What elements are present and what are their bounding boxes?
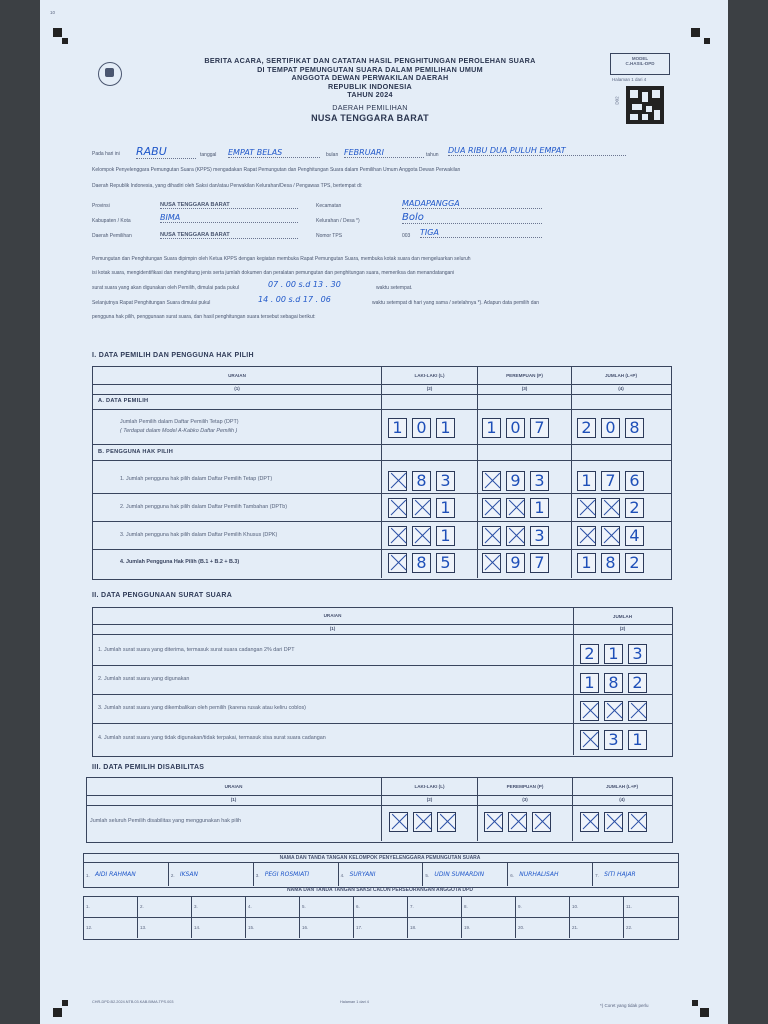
digit-box [388,526,407,546]
digit-box [580,812,599,832]
kpps-member-name: SURYANI [349,871,376,878]
saksi-signature-table [83,896,679,940]
region-label: DAERAH PEMILIHAN [332,102,408,112]
kpps-number: 2. [170,873,175,878]
column-number: (3) [522,797,528,802]
table-divider [83,862,679,863]
subsection-b-title: B. PENGGUNA HAK PILIH [98,449,174,455]
kpps-number: 1. [86,873,90,878]
table-divider [515,896,516,938]
digit-box: 1 [530,498,549,518]
b1-row-label: 1. Jumlah pengguna hak pilih dalam Daftar Pemilih Tetap (DPT) [120,476,273,482]
table-divider [592,862,593,886]
table-divider [92,665,673,666]
saksi-number: 22. [626,925,633,930]
day-value: RABU [136,145,196,159]
digit-box: 1 [436,498,455,518]
digit-box [437,812,456,832]
digit-box: 1 [436,418,455,438]
subsection-a-title: A. DATA PEMILIH [98,398,149,404]
table-divider [83,917,679,918]
saksi-number: 21. [572,925,579,930]
digit-box [389,812,408,832]
paragraph-text: Selanjutnya Rapat Penghitungan Suara dimulai pukul [92,300,211,306]
digit-box: 3 [628,644,647,664]
digit-box [628,812,647,832]
tanggal-label: tanggal [200,152,217,158]
registration-mark [692,1000,698,1006]
kpps-member-name: PEGI ROSMIATI [264,871,310,878]
model-code: C.HASIL-DPD [625,61,655,66]
section-3-title: III. DATA PEMILIH DISABILITAS [92,764,205,771]
kpps-number: 3. [255,873,260,878]
column-header: LAKI-LAKI (L) [414,373,445,378]
table-divider [253,862,254,886]
header-line: ANGGOTA DEWAN PERWAKILAN DAERAH [291,73,449,83]
table-divider [92,624,673,625]
saksi-number: 19. [464,925,471,930]
column-header: URAIAN [224,784,243,789]
digit-box: 7 [530,418,549,438]
table-divider [461,896,462,938]
column-number: (2) [426,386,433,391]
dpt-row-sublabel: ( Terdapat dalam Model A-Kabko Daftar Pemilih ) [120,428,238,434]
kpps-member-name: AIDI RAHMAN [95,871,136,878]
registration-mark [704,38,710,44]
column-header: JUMLAH [612,614,633,619]
registration-mark [62,1000,68,1006]
saksi-number: 1. [86,904,90,909]
kelurahan-value: Bolo [402,212,542,224]
saksi-number: 3. [194,904,198,909]
table-divider [92,521,672,522]
table-divider [571,366,572,578]
s2-row-2-label: 2. Jumlah surat suara yang digunakan [98,676,190,682]
form-sheet [40,0,728,1024]
kpps-number: 6. [510,873,515,878]
table-divider [191,896,192,938]
digit-box: 1 [604,644,623,664]
saksi-number: 4. [248,904,252,909]
table-divider [137,896,138,938]
dapil-value: NUSA TENGGARA BARAT [160,232,298,239]
paragraph-text: waktu setempat di hari yang sama / setelahnya *). Adapun data pemilih dan [372,300,540,306]
column-number: (1) [230,797,237,802]
column-number: (2) [619,626,626,631]
digit-box: 2 [625,498,644,518]
paragraph-text: isi kotak suara, mengidentifikasi dan menghitung jenis serta jumlah dokumen dan peralatan pemungutan dan penghitungan suara, memeriksa dan menandatangani [92,270,455,276]
registration-mark [62,38,68,44]
digit-box [577,526,596,546]
kpu-logo-icon [98,62,122,86]
registration-mark [53,1008,62,1017]
table-divider [569,896,570,938]
document-header [150,57,590,124]
digit-box: 2 [580,644,599,664]
page-label: Halaman 1 dari 4 [612,77,647,82]
table-divider [86,805,673,806]
page-corner-number: 10 [50,10,56,15]
digit-box: 1 [482,418,501,438]
digit-box: 8 [412,471,431,491]
saksi-number: 12. [86,925,93,930]
digit-box [508,812,527,832]
header-line: TAHUN 2024 [347,90,393,100]
voting-time-value: 07 . 00 s.d 13 . 30 [268,280,341,289]
section-1-title: I. DATA PEMILIH DAN PENGGUNA HAK PILIH [92,352,254,359]
kpps-member-name: IKSAN [179,871,198,878]
digit-box: 2 [625,553,644,573]
kabupaten-value: BIMA [160,213,298,223]
digit-box [506,498,525,518]
digit-box [601,526,620,546]
column-header: PEREMPUAN (P) [506,373,543,378]
table-divider [92,634,673,635]
digit-box: 2 [628,673,647,693]
kpps-number: 4. [340,873,345,878]
digit-box: 8 [412,553,431,573]
paragraph-text: pengguna hak pilih, penggunaan surat suara, dan hasil penghitungan suara tersebut sebagai berikut: [92,314,316,320]
footer-code: CHR-DPD.B2.2024.NTB.03.KAB.BIMA.TPS.003 [92,1000,174,1004]
tps-number: 003 [402,233,411,239]
digit-box: 1 [577,471,596,491]
table-divider [92,394,672,395]
kelurahan-label: Kelurahan / Desa *) [316,218,360,224]
table-divider [245,896,246,938]
table-divider [92,384,672,385]
column-header: JUMLAH (L+P) [605,784,639,789]
column-number: (2) [426,797,433,802]
footer-page: Halaman 1 dari 4 [340,1000,369,1004]
digit-box [388,471,407,491]
digit-box: 7 [601,471,620,491]
header-line: REPUBLIK INDONESIA [327,81,413,91]
column-header: JUMLAH (L+P) [604,373,638,378]
b4-row-label: 4. Jumlah Pengguna Hak Pilih (B.1 + B.2 + B.3) [120,559,240,565]
paragraph-text: Pemungutan dan Penghitungan Suara dipimpin oleh Ketua KPPS dengan kegiatan membuka Rapat Pemungutan Suara, membuka kotak suara dan mengeluarkan seluruh [92,256,471,262]
paragraph-text: surat suara yang akan digunakan oleh Pemilih, dimulai pada pukul [92,285,240,291]
table-divider [92,694,673,695]
column-header: URAIAN [323,613,342,618]
table-divider [407,896,408,938]
digit-box [388,553,407,573]
digit-box [484,812,503,832]
digit-box [601,498,620,518]
digit-box [482,498,501,518]
digit-box [388,498,407,518]
saksi-number: 20. [518,925,525,930]
b2-row-label: 2. Jumlah pengguna hak pilih dalam Daftar Pemilih Tambahan (DPTb) [120,504,288,510]
registration-mark [53,28,62,37]
saksi-number: 14. [194,925,201,930]
digit-box: 3 [530,471,549,491]
digit-box [604,701,623,721]
intro-text: Kelompok Penyelenggara Pemungutan Suara (KPPS) mengadakan Rapat Pemungutan dan Penghitungan Suara dalam Pemilihan Umum Anggota Dewan Perwakilan [92,167,461,173]
tps-label: Nomor TPS [316,233,343,239]
digit-box [413,812,432,832]
kpps-member-name: NURHALISAH [519,871,559,878]
saksi-number: 18. [410,925,417,930]
saksi-number: 11. [626,904,632,909]
table-divider [168,862,169,886]
digit-box [506,526,525,546]
bulan-label: bulan [326,152,339,158]
digit-box [628,701,647,721]
dpt-row-label: Jumlah Pemilih dalam Daftar Pemilih Tetap (DPT) [120,419,239,425]
header-line: BERITA ACARA, SERTIFIKAT DAN CATATAN HASIL PENGHITUNGAN PEROLEHAN SUARA [204,56,536,65]
digit-box [580,701,599,721]
s2-row-3-label: 3. Jumlah surat suara yang dikembalikan oleh pemilih (karena rusak atau keliru coblos) [98,705,306,711]
table-divider [299,896,300,938]
model-label: MODEL [631,56,649,61]
digit-box [412,526,431,546]
s2-row-1-label: 1. Jumlah surat suara yang diterima, termasuk surat suara cadangan 2% dari DPT [98,647,295,653]
table-divider [477,366,478,578]
saksi-number: 9. [518,904,522,909]
digit-box [604,812,623,832]
table-divider [92,493,672,494]
column-number: (4) [619,797,625,802]
saksi-number: 17. [356,925,363,930]
footer-note: *) Coret yang tidak perlu [600,1003,649,1008]
digit-box [482,553,501,573]
saksi-number: 16. [302,925,309,930]
date-value: EMPAT BELAS [228,148,320,158]
saksi-number: 8. [464,904,468,909]
provinsi-value: NUSA TENGGARA BARAT [160,202,298,209]
tps-value: TIGA [420,228,542,238]
table-divider [507,862,508,886]
digit-box: 0 [601,418,620,438]
pada-hari-label: Pada hari ini [92,151,120,157]
column-number: (3) [521,386,528,391]
table-divider [353,896,354,938]
tahun-label: tahun [426,152,439,158]
digit-box: 3 [530,526,549,546]
saksi-signature-title: NAMA DAN TANDA TANGAN SAKSI CALON PERSEORANGAN ANGGOTA DPD [287,887,473,893]
kpps-number: 5. [425,873,430,878]
kpps-member-name: UDIN SUMARDIN [434,871,485,878]
kecamatan-label: Kecamatan [316,203,342,209]
column-header: PEREMPUAN (P) [506,784,544,789]
column-number: (4) [618,386,624,391]
side-code: D02 [614,96,620,105]
intro-text: Daerah Republik Indonesia, yang dihadiri oleh Saksi dan/atau Perwakilan Kelurahan/Desa / Pengawas TPS, bertempat di: [92,183,363,189]
digit-box: 1 [388,418,407,438]
saksi-number: 10. [572,904,579,909]
header-line: DI TEMPAT PEMUNGUTAN SUARA DALAM PEMILIHAN UMUM [257,64,483,74]
digit-box: 8 [625,418,644,438]
kabupaten-label: Kabupaten / Kota [92,218,131,224]
kpps-member-name: SITI HAJAR [604,871,636,878]
digit-box: 3 [604,730,623,750]
digit-box: 3 [436,471,455,491]
saksi-number: 6. [356,904,360,909]
digit-box: 1 [436,526,455,546]
digit-box [580,730,599,750]
digit-box [412,498,431,518]
b3-row-label: 3. Jumlah pengguna hak pilih dalam Daftar Pemilih Khusus (DPK) [120,532,278,538]
digit-box [577,498,596,518]
digit-box [532,812,551,832]
digit-box: 0 [412,418,431,438]
model-box [610,53,670,75]
digit-box: 9 [506,553,525,573]
table-divider [92,409,672,410]
paragraph-text: waktu setempat. [376,285,413,291]
s2-row-4-label: 4. Jumlah surat suara yang tidak digunakan/tidak terpakai, termasuk sisa surat suara cadangan [98,735,326,741]
column-number: (1) [329,626,336,631]
digit-box [482,471,501,491]
digit-box: 6 [625,471,644,491]
table-divider [422,862,423,886]
kpps-signature-title: NAMA DAN TANDA TANGAN KELOMPOK PENYELENGGARA PEMUNGUTAN SUARA [279,855,481,861]
digit-box: 0 [506,418,525,438]
digit-box [482,526,501,546]
registration-mark [700,1008,709,1017]
section-2-title: II. DATA PENGGUNAAN SURAT SUARA [92,592,233,599]
table-divider [92,723,673,724]
digit-box: 2 [577,418,596,438]
table-divider [338,862,339,886]
digit-box: 4 [625,526,644,546]
month-value: FEBRUARI [344,148,424,158]
digit-box: 1 [577,553,596,573]
registration-mark [691,28,700,37]
digit-box: 8 [601,553,620,573]
dapil-label: Daerah Pemilihan [92,233,132,239]
saksi-number: 15. [248,925,255,930]
saksi-number: 5. [302,904,306,909]
column-header: LAKI-LAKI (L) [414,784,445,789]
digit-box: 9 [506,471,525,491]
digit-box: 1 [580,673,599,693]
counting-time-value: 14 . 00 s.d 17 . 06 [258,295,331,304]
digit-box: 8 [604,673,623,693]
saksi-number: 13. [140,925,147,930]
table-divider [623,896,624,938]
digit-box: 5 [436,553,455,573]
saksi-number: 2. [140,904,144,909]
column-number: (1) [234,386,240,391]
saksi-number: 7. [410,904,414,909]
year-value: DUA RIBU DUA PULUH EMPAT [448,146,626,156]
qr-code-icon [626,86,664,124]
column-header: URAIAN [228,373,246,378]
table-divider [92,444,672,445]
table-divider [92,549,672,550]
region-name: NUSA TENGGARA BARAT [311,112,429,123]
digit-box: 1 [628,730,647,750]
kecamatan-value: MADAPANGGA [402,199,542,209]
provinsi-label: Provinsi [92,203,110,209]
table-divider [92,460,672,461]
disabilitas-row-label: Jumlah seluruh Pemilih disabilitas yang menggunakan hak pilih [90,818,242,824]
table-divider [86,795,673,796]
table-divider [381,366,382,578]
digit-box: 7 [530,553,549,573]
kpps-number: 7. [595,873,599,878]
